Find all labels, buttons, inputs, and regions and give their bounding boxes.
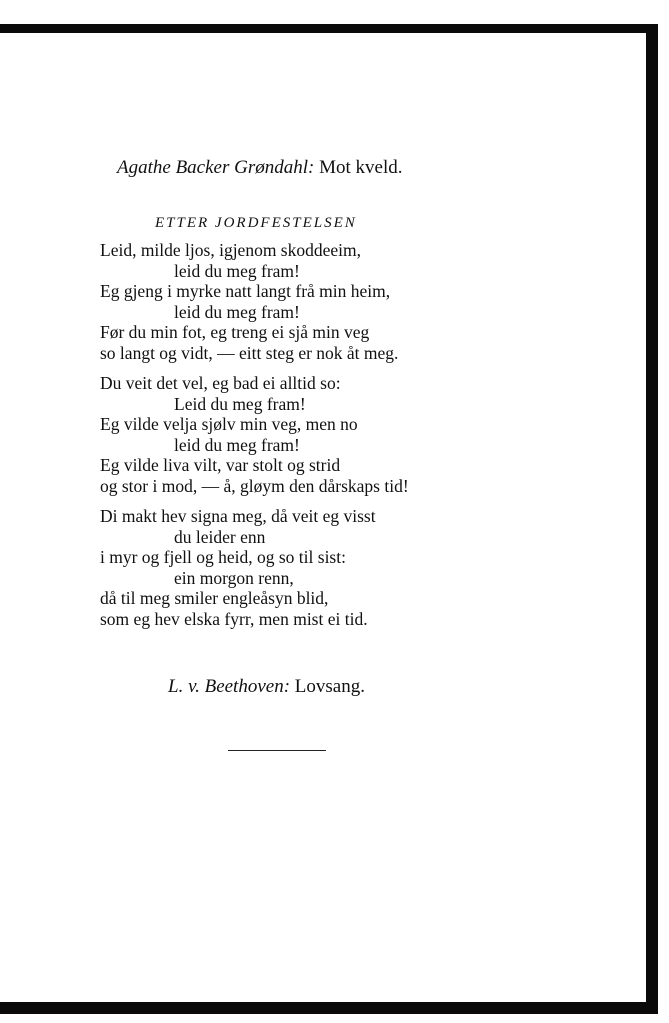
verse-line-refrain: leid du meg fram!	[174, 301, 300, 322]
closing-rule	[228, 750, 326, 751]
verse-line: som eg hev elska fyrr, men mist ei tid.	[100, 608, 368, 629]
top-border-rule	[0, 24, 658, 33]
verse-line: so langt og vidt, — eitt steg er nok åt meg.	[100, 342, 399, 363]
verse-line: Eg vilde velja sjølv min veg, men no	[100, 414, 358, 434]
verse-line: Før du min fot, eg treng ei sjå min veg	[100, 322, 370, 342]
verse-line: Eg vilde liva vilt, var stolt og strid	[100, 455, 341, 475]
verse-line-refrain: du leider enn	[174, 526, 266, 547]
right-border-rule	[646, 24, 658, 1014]
program-item-1	[117, 157, 402, 179]
verse-line: Eg gjeng i myrke natt langt frå min heim,	[100, 281, 391, 301]
poem-title: ETTER JORDFESTELSEN	[155, 215, 357, 231]
composer-name: L. v. Beethoven:	[168, 676, 291, 697]
composer-name: Agathe Backer Grøndahl:	[117, 157, 315, 178]
verse-line-refrain: leid du meg fram!	[174, 434, 300, 455]
verse-line: i myr og fjell og heid, og so til sist:	[100, 547, 346, 567]
verse-line-refrain: Leid du meg fram!	[174, 393, 306, 414]
program-item-2	[168, 676, 365, 698]
stanza-2	[100, 373, 409, 496]
work-title: Mot kveld.	[319, 157, 403, 178]
stanza-3	[100, 506, 409, 629]
work-title: Lovsang.	[294, 676, 365, 697]
verse-line: Du veit det vel, eg bad ei alltid so:	[100, 373, 341, 393]
verse-line-refrain: ein morgon renn,	[174, 567, 294, 588]
verse-line-refrain: leid du meg fram!	[174, 260, 300, 281]
verse-line: Di makt hev signa meg, då veit eg visst	[100, 506, 376, 526]
bottom-border-rule	[0, 1002, 658, 1014]
verse-line: Leid, milde ljos, igjenom skoddeeim,	[100, 240, 362, 260]
verse-line: og stor i mod, — å, gløym den dårskaps tid!	[100, 475, 409, 496]
verse-line: då til meg smiler engleåsyn blid,	[100, 588, 329, 608]
poem-body	[100, 240, 409, 639]
stanza-1	[100, 240, 409, 363]
